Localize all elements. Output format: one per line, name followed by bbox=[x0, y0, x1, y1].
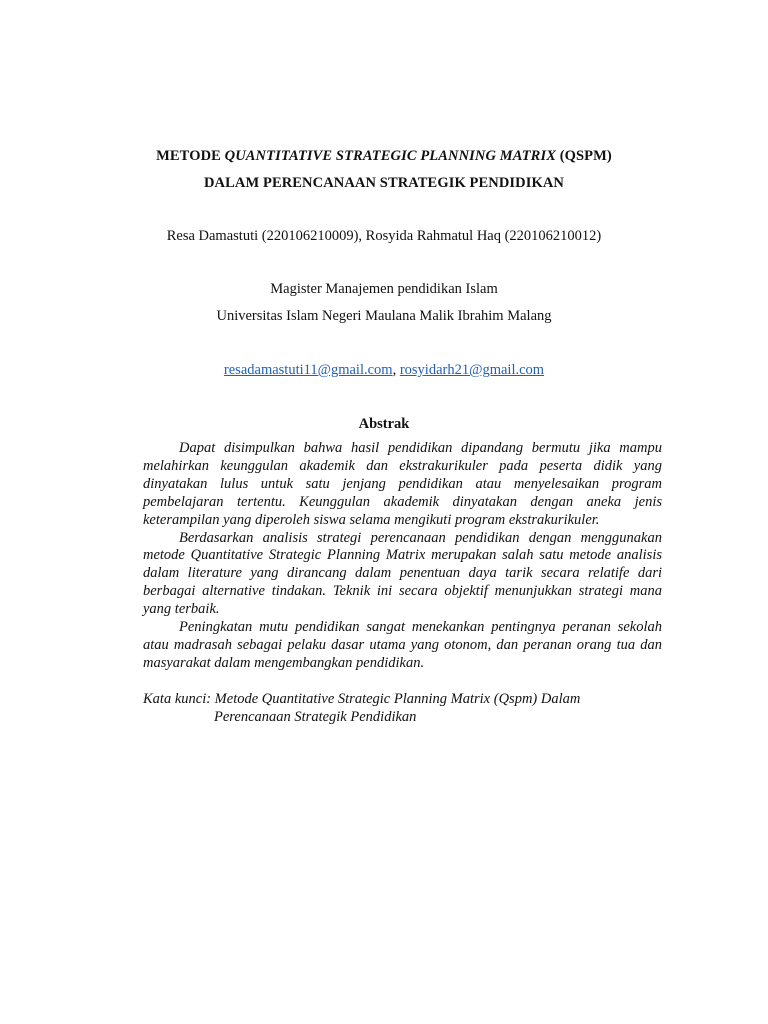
keywords-line-1: Kata kunci: Metode Quantitative Strategic Planning Matrix (Qspm) Dalam bbox=[143, 691, 581, 707]
email-link-1[interactable]: resadamastuti11@gmail.com bbox=[223, 362, 393, 378]
affiliation-university: Universitas Islam Negeri Maulana Malik Ibrahim Malang bbox=[216, 308, 552, 324]
email-link-2[interactable]: rosyidarh21@gmail.com bbox=[399, 362, 545, 378]
author-emails bbox=[0, 361, 768, 379]
abstract-paragraph-1: Dapat disimpulkan bahwa hasil pendidikan dipandang bermutu jika mampu melahirkan keunggulan akademik dan ekstrakurikuler pada peserta didik yang dinyatakan lulus untuk satu jenjang pendidikan atau menyelesaikan program pembelajaran tertentu. Keunggulan akademik dinyatakan dengan aneka jenis keterampilan yang diperoleh siswa selama mengikuti program ekstrakurikuler. bbox=[143, 440, 662, 528]
paper-title-line-1 bbox=[0, 147, 768, 165]
affiliation-program: Magister Manajemen pendidikan Islam bbox=[270, 281, 498, 297]
title-italic: QUANTITATIVE STRATEGIC PLANNING MATRIX bbox=[224, 148, 556, 164]
authors: Resa Damastuti (220106210009), Rosyida Rahmatul Haq (220106210012) bbox=[166, 228, 602, 244]
keywords bbox=[143, 690, 662, 726]
abstract-paragraph-2: Berdasarkan analisis strategi perencanaan pendidikan dengan menggunakan metode Quantitative Strategic Planning Matrix merupakan salah satu metode analisis dalam literature yang dirancang dalam penentuan daya tarik secara relatife dari berbagai alternative tindakan. Teknik ini secara objektif menunjukkan strategi mana yang terbaik. bbox=[143, 529, 662, 618]
abstract-paragraph-3: Peningkatan mutu pendidikan sangat menekankan pentingnya peranan sekolah atau madrasah sebagai pelaku dasar utama yang otonom, dan peranan orang tua dan masyarakat dalam mengembangkan pendidikan. bbox=[143, 619, 662, 671]
keywords-line-2: Perencanaan Strategik Pendidikan bbox=[214, 709, 417, 725]
email-separator: , bbox=[392, 362, 400, 378]
paper-title-line-2: DALAM PERENCANAAN STRATEGIK PENDIDIKAN bbox=[203, 175, 564, 191]
abstract-body bbox=[143, 440, 662, 673]
title-suffix: (QSPM) bbox=[555, 148, 612, 164]
title-prefix: METODE bbox=[156, 148, 225, 164]
abstract-heading: Abstrak bbox=[358, 416, 410, 432]
